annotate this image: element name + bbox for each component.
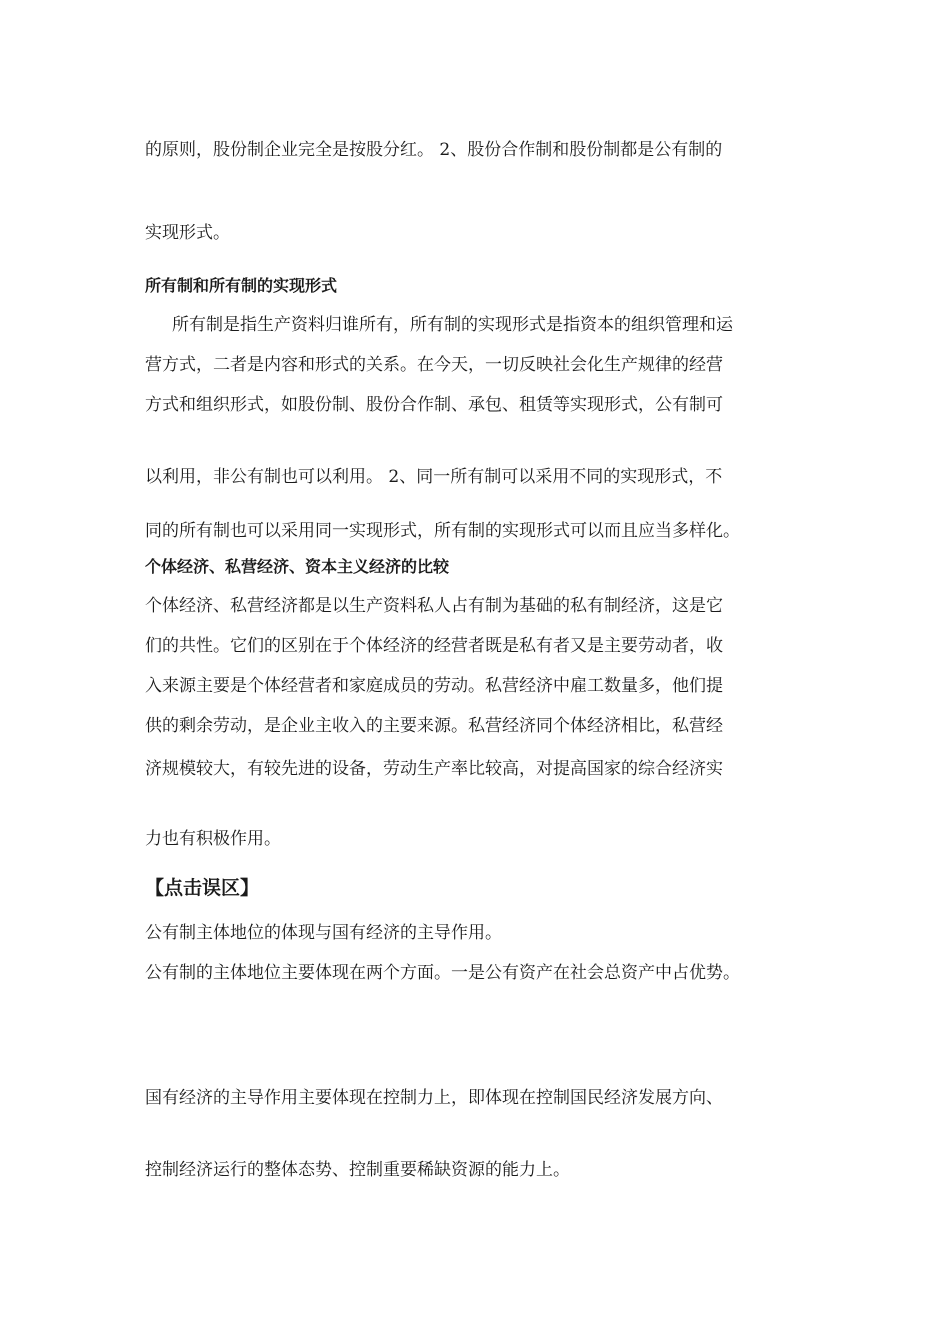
section-heading-bracketed: 【点击误区】 bbox=[145, 877, 260, 899]
text-line: 同的所有制也可以采用同一实现形式，所有制的实现形式可以而且应当多样化。 bbox=[145, 521, 740, 541]
text-line: 济规模较大，有较先进的设备，劳动生产率比较高，对提高国家的综合经济实 bbox=[145, 759, 723, 779]
text-line: 所有制是指生产资料归谁所有，所有制的实现形式是指资本的组织管理和运 bbox=[172, 315, 733, 335]
text-line: 的原则，股份制企业完全是按股分红。 2、股份合作制和股份制都是公有制的 bbox=[145, 140, 723, 160]
section-heading: 所有制和所有制的实现形式 bbox=[145, 276, 338, 295]
text-line: 力也有积极作用。 bbox=[145, 829, 281, 849]
text-line: 们的共性。它们的区别在于个体经济的经营者既是私有者又是主要劳动者，收 bbox=[145, 636, 723, 656]
text-line: 实现形式。 bbox=[145, 223, 230, 243]
text-line: 个体经济、私营经济都是以生产资料私人占有制为基础的私有制经济，这是它 bbox=[145, 596, 723, 616]
text-line: 国有经济的主导作用主要体现在控制力上，即体现在控制国民经济发展方向、 bbox=[145, 1088, 723, 1108]
section-heading: 个体经济、私营经济、资本主义经济的比较 bbox=[145, 557, 450, 576]
text-line: 营方式，二者是内容和形式的关系。在今天，一切反映社会化生产规律的经营 bbox=[145, 355, 723, 375]
text-line: 控制经济运行的整体态势、控制重要稀缺资源的能力上。 bbox=[145, 1160, 570, 1180]
text-line: 以利用，非公有制也可以利用。 2、同一所有制可以采用不同的实现形式，不 bbox=[145, 467, 723, 487]
text-line: 入来源主要是个体经营者和家庭成员的劳动。私营经济中雇工数量多，他们提 bbox=[145, 676, 723, 696]
text-line: 供的剩余劳动，是企业主收入的主要来源。私营经济同个体经济相比，私营经 bbox=[145, 716, 723, 736]
text-line: 方式和组织形式，如股份制、股份合作制、承包、租赁等实现形式，公有制可 bbox=[145, 395, 723, 415]
text-line: 公有制的主体地位主要体现在两个方面。一是公有资产在社会总资产中占优势。 bbox=[145, 963, 740, 983]
text-line: 公有制主体地位的体现与国有经济的主导作用。 bbox=[145, 923, 502, 943]
